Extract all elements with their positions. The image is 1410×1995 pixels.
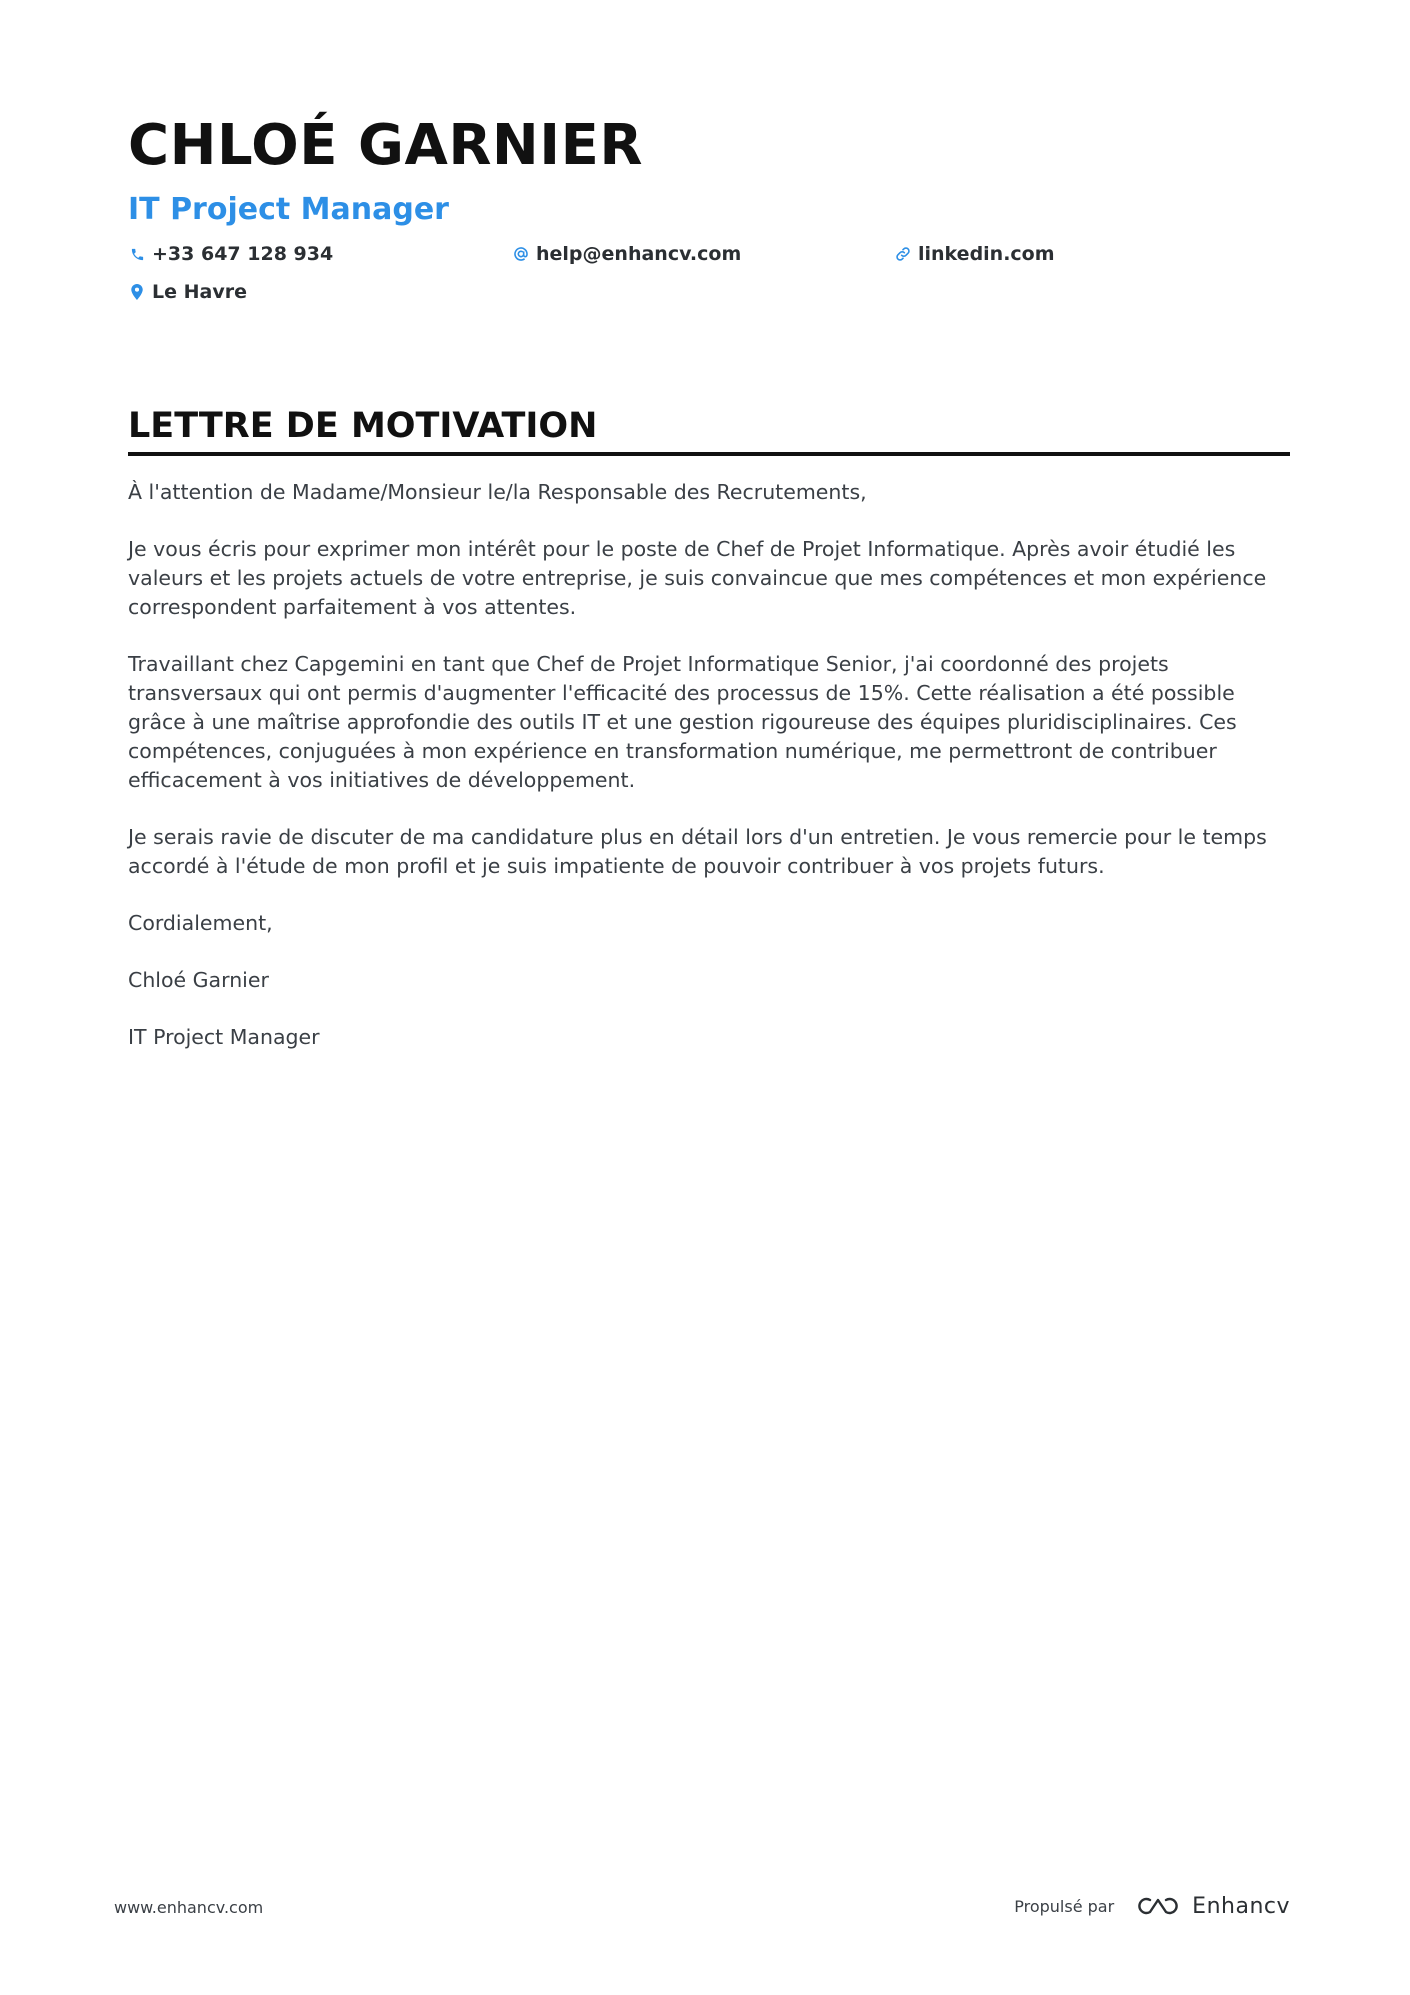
contact-info — [128, 240, 1290, 332]
linkedin-url[interactable]: linkedin.com — [918, 243, 1055, 265]
page-footer — [0, 1890, 1410, 1930]
link-icon — [894, 245, 912, 263]
section-heading: LETTRE DE MOTIVATION — [128, 404, 1290, 456]
letter-paragraph-1: Je vous écris pour exprimer mon intérêt pour le poste de Chef de Projet Informatique. Après avoir étudié les valeurs et les projets actuels de votre entreprise, je suis convaincue que mes compétences et mon expérience correspondent parfaitement à vos attentes. — [128, 537, 1267, 619]
letter-closing: Cordialement, — [128, 911, 273, 935]
signature-name: Chloé Garnier — [128, 968, 269, 992]
brand-name: Enhancv — [1192, 1893, 1290, 1919]
contact-link[interactable] — [894, 240, 1055, 268]
letter-body — [128, 478, 1290, 1052]
at-icon — [512, 245, 530, 263]
location-text: Le Havre — [152, 281, 247, 303]
candidate-role: IT Project Manager — [128, 192, 449, 227]
contact-email[interactable] — [512, 240, 741, 268]
cover-letter-page — [128, 110, 1290, 1080]
footer-branding — [1014, 1890, 1290, 1922]
phone-number: +33 647 128 934 — [152, 243, 334, 265]
phone-icon — [128, 245, 146, 263]
contact-phone — [128, 240, 333, 268]
letter-salutation: À l'attention de Madame/Monsieur le/la Responsable des Recrutements, — [128, 480, 867, 504]
enhancv-logo-icon[interactable] — [1136, 1894, 1290, 1919]
contact-location — [128, 278, 247, 306]
email-address[interactable]: help@enhancv.com — [536, 243, 742, 265]
powered-by-label: Propulsé par — [1014, 1896, 1115, 1916]
signature-title: IT Project Manager — [128, 1025, 320, 1049]
location-pin-icon — [128, 283, 146, 301]
letter-paragraph-3: Je serais ravie de discuter de ma candidature plus en détail lors d'un entretien. Je vous remercie pour le temps accordé à l'étude de mon profil et je suis impatiente de pouvoir contribuer à vos projets futurs. — [128, 825, 1267, 878]
letter-paragraph-2: Travaillant chez Capgemini en tant que Chef de Projet Informatique Senior, j'ai coordonné des projets transversaux qui ont permis d'augmenter l'efficacité des processus de 15%. Cette réalisation a été possible grâce à une maîtrise approfondie des outils IT et une gestion rigoureuse des équipes pluridisciplinaires. Ces compétences, conjuguées à mon expérience en transformation numérique, me permettront de contribuer efficacement à vos initiatives de développement. — [128, 652, 1237, 792]
candidate-name: CHLOÉ GARNIER — [128, 113, 644, 178]
footer-url[interactable]: www.enhancv.com — [114, 1898, 264, 1917]
